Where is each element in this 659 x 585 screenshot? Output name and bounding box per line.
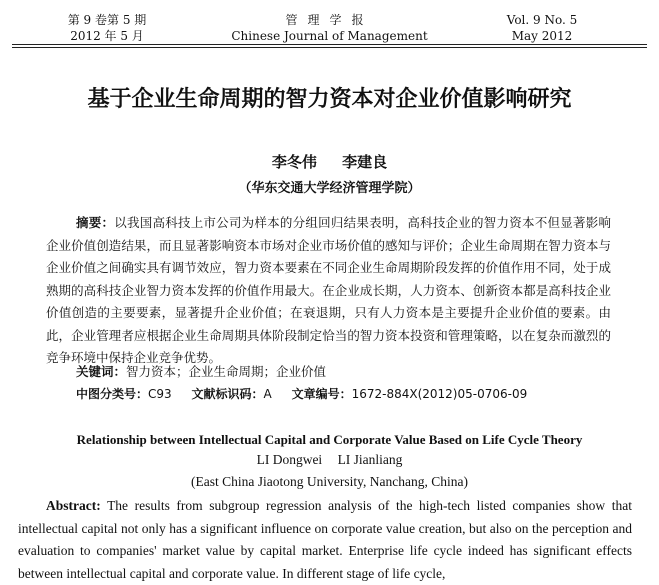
abstract-cn-label: 摘要： — [76, 215, 115, 230]
doc-code — [192, 387, 272, 401]
abstract-cn-text: 以我国高科技上市公司为样本的分组回归结果表明，高科技企业的智力资本不但显著影响企业价值创造结果，而且显著影响资本市场对企业市场价值的感知与评价；企业生命周期在智力资本与企业价值之间确实具有调节效应，智力资本要素在不同企业生命周期阶段发挥的价值作用不同，处于成熟期的高科技企业智力资本发挥的价值作用最大。在企业成长期，人力资本、创新资本都是高科技企业价值创造的主要要素，显著提升企业价值；在衰退期，只有人力资本是主要提升企业价值的要素。由此，企业管理者应根据企业生命周期具体阶段制定恰当的智力资本投资和管理策略，以在复杂而激烈的竞争环境中保持企业竞争优势。 — [46, 215, 611, 365]
author-en-2: LI Jianliang — [337, 452, 403, 467]
abstract-cn — [46, 212, 611, 370]
doc-code-label: 文献标识码： — [191, 387, 264, 401]
clc-label: 中图分类号： — [76, 387, 149, 401]
classification-info — [76, 384, 616, 404]
journal-name-en: Chinese Journal of Management — [231, 29, 428, 43]
author-en-1: LI Dongwei — [256, 452, 323, 467]
keywords-cn-label: 关键词： — [76, 364, 127, 379]
affiliation-en: (East China Jiaotong University, Nanchang, China) — [191, 474, 468, 489]
journal-header — [0, 0, 659, 46]
date-en: May 2012 — [511, 29, 573, 43]
author-cn-1: 李冬伟 — [271, 153, 317, 171]
clc-number — [76, 387, 172, 401]
clc-value: C93 — [148, 387, 172, 401]
abstract-en — [18, 495, 632, 585]
header-rule — [12, 44, 647, 48]
article-number-label: 文章编号： — [291, 387, 352, 401]
keywords-cn-text: 智力资本；企业生命周期；企业价值 — [126, 364, 327, 379]
abstract-en-text: The results from subgroup regression analysis of the high-tech listed companies show that intellectual capital not only has a significant influence on corporate value creation, but also on the perception and evaluation to companies' market value by capital market. Enterprise life cycle indeed has significant effects between intellectual capital and corporate value. In different stage of life cycle, — [18, 498, 632, 581]
doc-code-value: A — [263, 387, 272, 401]
author-cn-2: 李建良 — [342, 153, 388, 171]
volume-issue-cn: 第 9 卷第 5 期 — [67, 13, 147, 27]
article-number — [292, 387, 528, 401]
authors-cn — [0, 152, 659, 172]
issue-info-cn — [62, 12, 152, 44]
affiliation-cn: （华东交通大学经济管理学院） — [238, 181, 421, 196]
authors-en — [0, 451, 659, 469]
journal-name-cn: 管理学报 — [285, 13, 374, 27]
issue-info-en — [487, 12, 597, 44]
paper-title-cn: 基于企业生命周期的智力资本对企业价值影响研究 — [87, 87, 572, 112]
article-number-value: 1672-884X(2012)05-0706-09 — [351, 387, 528, 401]
abstract-en-label: Abstract: — [46, 498, 101, 513]
keywords-cn — [76, 362, 616, 382]
date-cn: 2012 年 5 月 — [70, 29, 144, 43]
journal-name — [230, 12, 429, 44]
paper-title-en: Relationship between Intellectual Capital and Corporate Value Based on Life Cycle Theory — [76, 432, 583, 447]
volume-issue-en: Vol. 9 No. 5 — [506, 13, 578, 27]
